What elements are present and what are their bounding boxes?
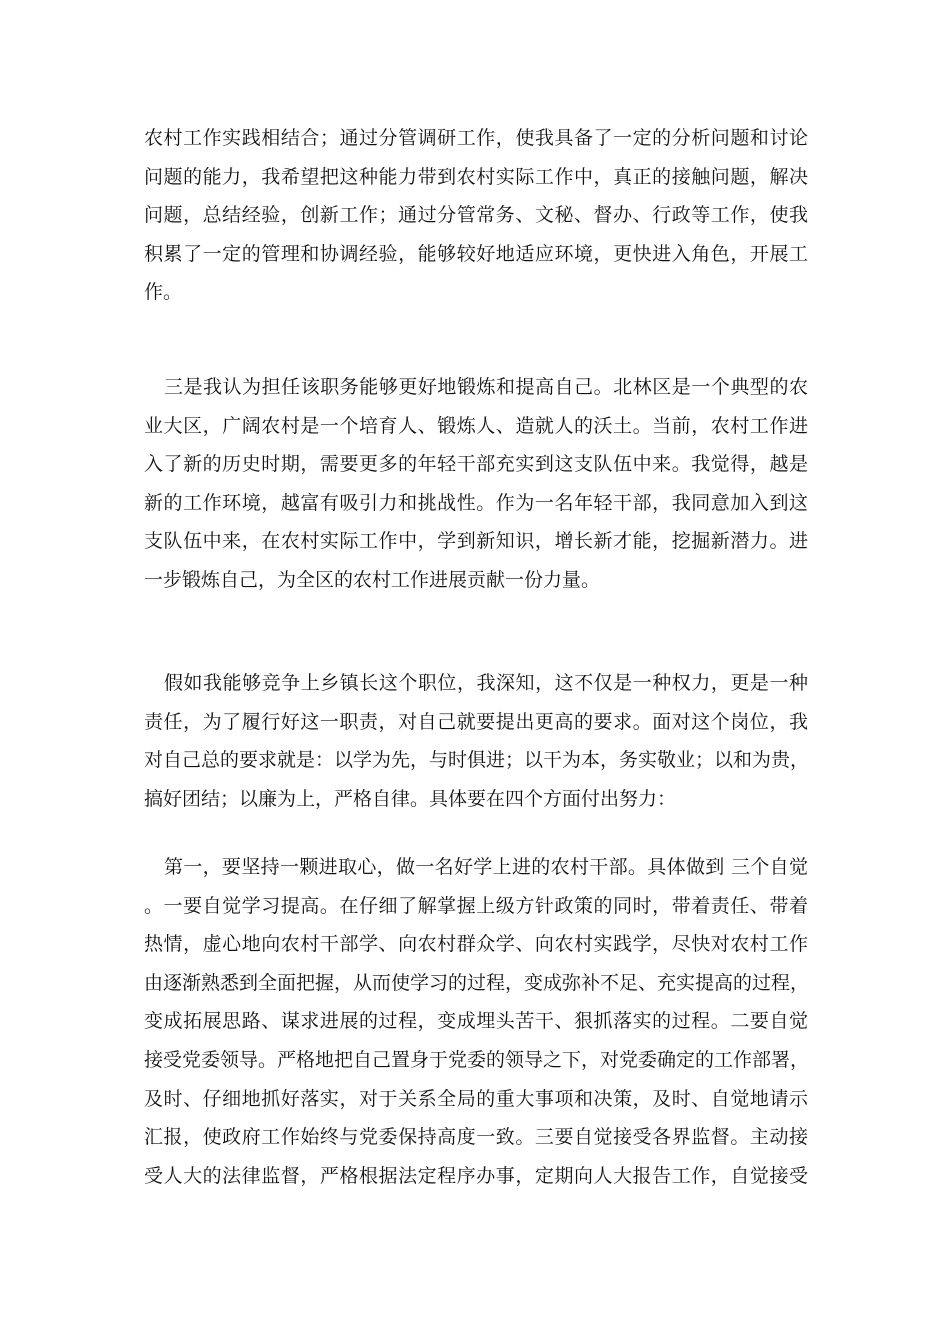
text-line: 对自己总的要求就是：以学为先，与时俱进；以干为本，务实敬业；以和为贵， (144, 749, 810, 772)
text-line: 及时、仔细地抓好落实，对于关系全局的重大事项和决策，及时、自觉地请示 (144, 1087, 808, 1110)
text-line: 由逐渐熟悉到全面把握，从而使学习的过程，变成弥补不足、充实提高的过程， (144, 971, 810, 994)
text-line: 热情，虚心地向农村干部学、向农村群众学、向农村实践学，尽快对农村工作 (144, 933, 808, 956)
text-line: 问题，总结经验，创新工作；通过分管常务、文秘、督办、行政等工作，使我 (144, 204, 808, 227)
text-line: 入了新的历史时期，需要更多的年轻干部充实到这支队伍中来。我觉得，越是 (144, 453, 808, 476)
paragraph-3 (144, 664, 808, 818)
text-line: 责任，为了履行好这一职责，对自己就要提出更高的要求。面对这个岗位，我 (144, 710, 808, 733)
text-line: 搞好团结；以廉为上，严格自律。具体要在四个方面付出努力： (144, 787, 677, 810)
text-line: 支队伍中来，在农村实际工作中，学到新知识，增长新才能，挖掘新潜力。进 (144, 530, 808, 553)
text-line: 受人大的法律监督，严格根据法定程序办事，定期向人大报告工作，自觉接受 (144, 1164, 808, 1187)
text-line: 第一，要坚持一颗进取心，做一名好学上进的农村干部。具体做到 三个自觉 (164, 856, 808, 878)
text-line: 积累了一定的管理和协调经验，能够较好地适应环境，更快进入角色，开展工 (144, 242, 808, 265)
text-line: 新的工作环境，越富有吸引力和挑战性。作为一名年轻干部，我同意加入到这 (144, 491, 808, 514)
text-line: 三是我认为担任该职务能够更好地锻炼和提高自己。北林区是一个典型的农 (164, 376, 808, 398)
text-line: 接受党委领导。严格地把自己置身于党委的领导之下，对党委确定的工作部署， (144, 1048, 810, 1071)
paragraph-1 (144, 119, 808, 312)
text-line: 。一要自觉学习提高。在仔细了解掌握上级方针政策的同时，带着责任、带着 (144, 894, 808, 917)
text-line: 汇报，使政府工作始终与党委保持高度一致。三要自觉接受各界监督。主动接 (144, 1126, 808, 1149)
text-line: 农村工作实践相结合；通过分管调研工作，使我具备了一定的分析问题和讨论 (144, 127, 808, 149)
text-line: 假如我能够竞争上乡镇长这个职位，我深知，这不仅是一种权力，更是一种 (164, 672, 808, 694)
paragraph-4 (144, 848, 808, 1195)
paragraph-2 (144, 368, 808, 600)
text-line: 业大区，广阔农村是一个培育人、锻炼人、造就人的沃土。当前，农村工作进 (144, 414, 808, 437)
text-line: 问题的能力，我希望把这种能力带到农村实际工作中，真正的接触问题，解决 (144, 165, 808, 188)
text-line: 变成拓展思路、谋求进展的过程，变成埋头苦干、狠抓落实的过程。二要自觉 (144, 1010, 808, 1033)
text-line: 一步锻炼自己，为全区的农村工作进展贡献一份力量。 (144, 568, 601, 591)
text-line: 作。 (144, 281, 183, 304)
